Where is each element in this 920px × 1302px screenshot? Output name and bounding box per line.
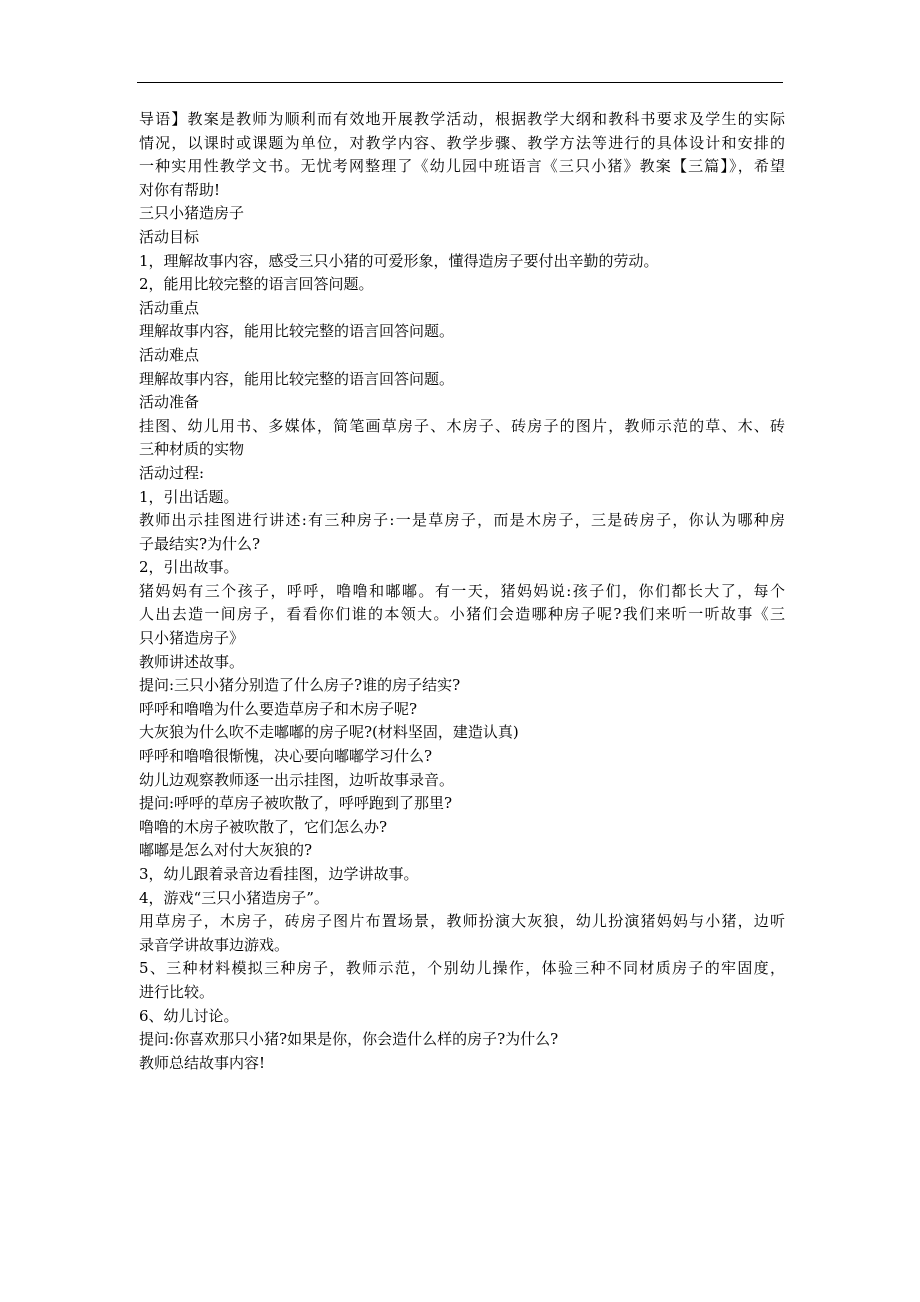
text-line: 教师总结故事内容!: [139, 1053, 266, 1072]
text-line: 提问:三只小猪分别造了什么房子?谁的房子结实?: [139, 676, 461, 695]
text-line: 2，能用比较完整的语言回答问题。: [139, 275, 374, 294]
text-line: 理解故事内容，能用比较完整的语言回答问题。: [139, 322, 455, 341]
text-line: 活动难点: [139, 345, 200, 364]
text-line: 1，引出话题。: [139, 487, 239, 506]
text-line: 只小猪造房子》: [139, 629, 245, 648]
text-line: 理解故事内容，能用比较完整的语言回答问题。: [139, 369, 455, 388]
text-line: 大灰狼为什么吹不走嘟嘟的房子呢?(材料坚固，建造认真): [139, 723, 519, 742]
text-line: 猪妈妈有三个孩子，呼呼，噜噜和嘟嘟。有一天，猪妈妈说:孩子们，你们都长大了，每个: [139, 581, 785, 600]
text-line: 人出去造一间房子，看看你们谁的本领大。小猪们会造哪种房子呢?我们来听一听故事《三: [139, 605, 785, 624]
text-line: 用草房子，木房子，砖房子图片布置场景，教师扮演大灰狼，幼儿扮演猪妈妈与小猪，边听: [139, 912, 785, 931]
text-line: 活动过程:: [139, 463, 205, 482]
text-line: 噜噜的木房子被吹散了，它们怎么办?: [139, 817, 388, 836]
text-line: 活动目标: [139, 227, 200, 246]
text-line: 活动准备: [139, 393, 200, 412]
text-line: 呼呼和噜噜为什么要造草房子和木房子呢?: [139, 699, 418, 718]
text-line: 教师出示挂图进行讲述:有三种房子:一是草房子，而是木房子，三是砖房子，你认为哪种房: [139, 511, 785, 530]
document-body: [139, 108, 785, 1075]
text-line: 2，引出故事。: [139, 558, 239, 577]
text-line: 教师讲述故事。: [139, 652, 245, 671]
text-line: 嘟嘟是怎么对付大灰狼的?: [139, 841, 313, 860]
text-line: 对你有帮助!: [139, 180, 221, 199]
text-line: 活动重点: [139, 298, 200, 317]
text-line: 情况，以课时或课题为单位，对教学内容、教学步骤、教学方法等进行的具体设计和安排的: [139, 133, 785, 152]
text-line: 提问:呼呼的草房子被吹散了，呼呼跑到了那里?: [139, 794, 453, 813]
text-line: 三只小猪造房子: [139, 204, 245, 223]
text-line: 提问:你喜欢那只小猪?如果是你，你会造什么样的房子?为什么?: [139, 1030, 559, 1049]
text-line: 5、三种材料模拟三种房子，教师示范，个别幼儿操作，体验三种不同材质房子的牢固度，: [139, 959, 785, 978]
text-line: 三种材质的实物: [139, 440, 245, 459]
text-line: 3，幼儿跟着录音边看挂图，边学讲故事。: [139, 865, 419, 883]
text-line: 幼儿边观察教师逐一出示挂图，边听故事录音。: [139, 770, 455, 789]
text-line: 导语】教案是教师为顺利而有效地开展教学活动，根据教学大纲和教科书要求及学生的实际: [139, 110, 785, 128]
text-line: 子最结实?为什么?: [139, 534, 261, 553]
text-line: 挂图、幼儿用书、多媒体，简笔画草房子、木房子、砖房子的图片，教师示范的草、木、砖: [139, 416, 785, 435]
text-line: 4，游戏“三只小猪造房子”。: [139, 888, 329, 907]
text-line: 呼呼和噜噜很惭愧，决心要向嘟嘟学习什么?: [139, 747, 433, 766]
text-line: 一种实用性教学文书。无忧考网整理了《幼儿园中班语言《三只小猪》教案【三篇】》，希望: [139, 157, 785, 176]
text-line: 进行比较。: [139, 982, 215, 1001]
header-rule: [137, 82, 783, 83]
text-line: 1，理解故事内容，感受三只小猪的可爱形象，懂得造房子要付出辛勤的劳动。: [139, 251, 659, 270]
text-line: 6、幼儿讨论。: [139, 1006, 239, 1025]
text-line: 录音学讲故事边游戏。: [139, 935, 290, 954]
